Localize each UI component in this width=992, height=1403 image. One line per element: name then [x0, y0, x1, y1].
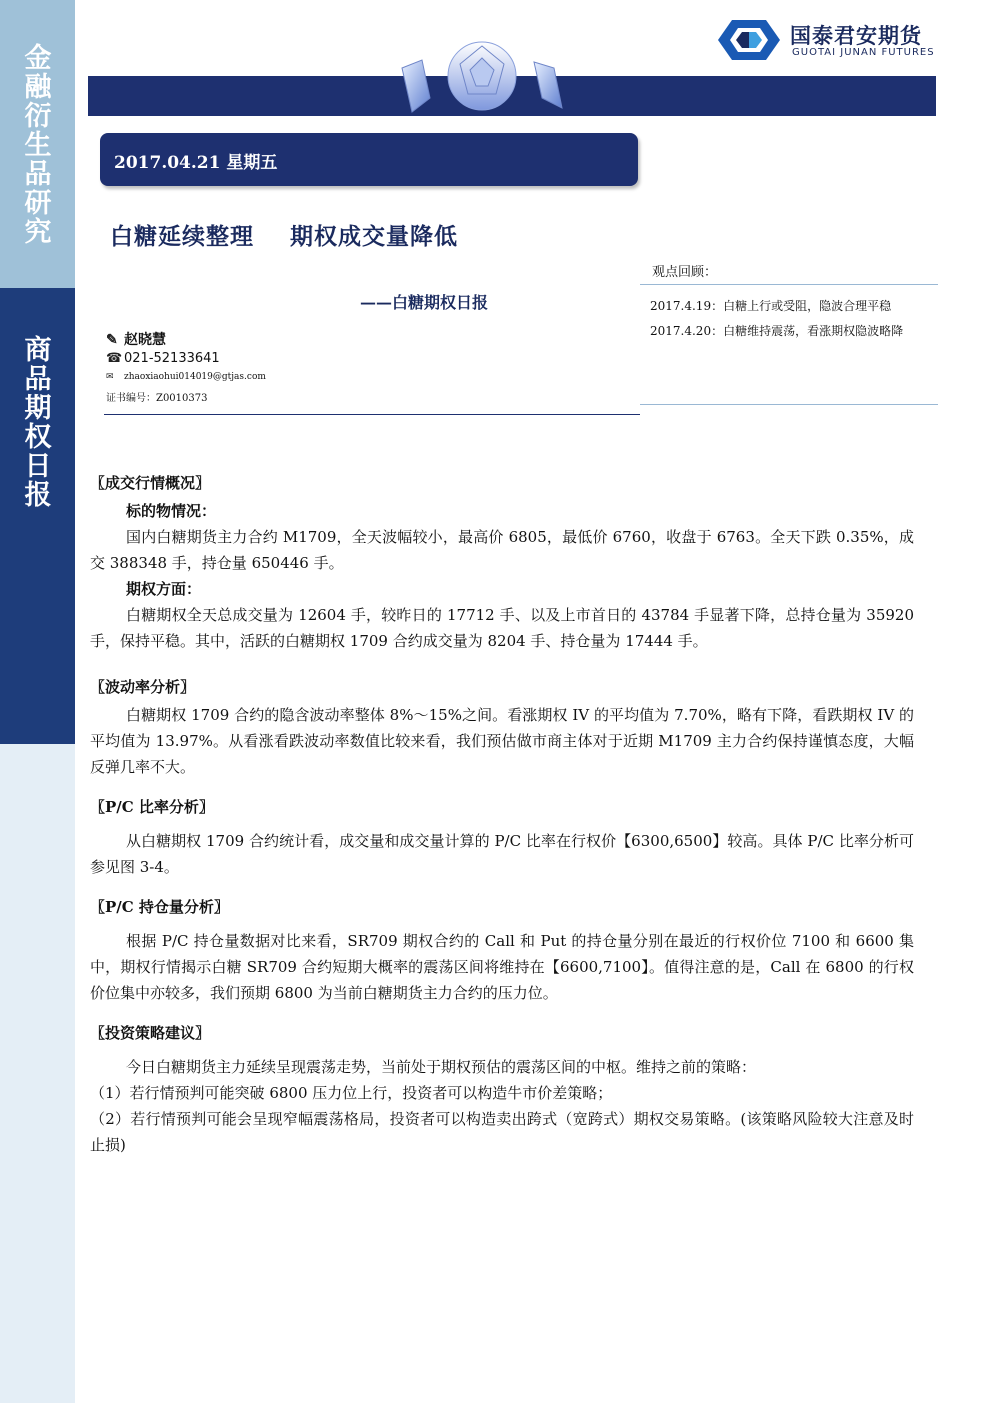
author-phone: 021-52133641	[124, 351, 220, 366]
author-name-row	[106, 329, 166, 349]
date-banner	[100, 133, 638, 186]
brand-mark-icon	[718, 20, 780, 60]
brand-name-cn: 国泰君安期货	[790, 24, 922, 48]
paragraph: 白糖期权全天总成交量为 12604 手，较昨日的 17712 手、以及上市首日的 43784 手显著下降，总持仓量为 35920 手，保持平稳。其中，活跃的白糖期权 1709 合约成交量为 8204 手、持仓量为 17444 手。	[90, 606, 914, 650]
paragraph: 根据 P/C 持仓量数据对比来看，SR709 期权合约的 Call 和 Put 的持仓量分别在最近的行权价位 7100 和 6600 集中，期权行情揭示白糖 SR709 合约短期大概率的震荡区间将维持在【6600,7100】。值得注意的是，Call 在 6800 的行权价位集中亦较多，我们预期 6800 为当前白糖期货主力合约的压力位。	[90, 932, 914, 1002]
report-body	[90, 470, 914, 1158]
paragraph: 国内白糖期货主力合约 M1709，全天波幅较小，最高价 6805，最低价 6760，收盘于 6763。全天下跌 0.35%，成交 388348 手，持仓量 650446 手。	[90, 528, 914, 572]
brand-name-en: GUOTAI JUNAN FUTURES	[792, 47, 935, 58]
paragraph: 从白糖期权 1709 合约统计看，成交量和成交量计算的 P/C 比率在行权价【6300,6500】较高。具体 P/C 比率分析可参见图 3-4。	[90, 832, 914, 876]
phone-icon: ☎	[106, 351, 123, 366]
report-date: 2017.04.21 星期五	[114, 153, 278, 173]
paragraph: 今日白糖期货主力延续呈现震荡走势，当前处于期权预估的震荡区间的中枢。维持之前的策略：	[126, 1058, 757, 1076]
section-heading: 〖投资策略建议〗	[90, 1024, 211, 1042]
report-title: 白糖延续整理 期权成交量降低	[110, 223, 459, 250]
strategy-item: （2）若行情预判可能会呈现窄幅震荡格局，投资者可以构造卖出跨式（宽跨式）期权交易策略。(该策略风险较大注意及时止损)	[90, 1110, 914, 1154]
subsection-label: 标的物情况：	[126, 502, 217, 520]
review-divider-bottom	[640, 404, 938, 405]
author-name: 赵晓慧	[124, 332, 166, 348]
paragraph: 白糖期权 1709 合约的隐含波动率整体 8%～15%之间。看涨期权 IV 的平均值为 7.70%，略有下降，看跌期权 IV 的平均值为 13.97%。从看涨看跌波动率数值比较来看，我们预估做市商主体对于近期 M1709 主力合约保持谨慎态度，大幅反弹几率不大。	[90, 706, 914, 776]
author-divider	[104, 414, 640, 415]
review-title: 观点回顾：	[652, 265, 718, 280]
section-heading: 〖波动率分析〗	[90, 678, 196, 696]
review-item: 2017.4.19：白糖上行或受阻，隐波合理平稳	[650, 299, 892, 313]
review-item: 2017.4.20：白糖维持震荡，看涨期权隐波略降	[650, 324, 904, 338]
brand-logo	[718, 20, 938, 66]
author-cert: 证书编号：Z0010373	[106, 393, 208, 404]
section-heading: 〖成交行情概况〗	[90, 474, 211, 492]
sidebar-report-type-label: 商品期权日报	[24, 335, 52, 511]
mail-icon: ✉	[106, 372, 114, 382]
report-subtitle: ——白糖期权日报	[360, 293, 489, 312]
section-heading: 〖P/C 比率分析〗	[90, 798, 214, 816]
review-list	[650, 294, 936, 344]
author-email-row	[106, 372, 266, 382]
strategy-item: （1）若行情预判可能突破 6800 压力位上行，投资者可以构造牛市价差策略；	[90, 1084, 613, 1102]
section-heading: 〖P/C 持仓量分析〗	[90, 898, 229, 916]
sidebar-bottom-band	[0, 744, 75, 1403]
diamond-icon	[392, 38, 572, 116]
author-email[interactable]: zhaoxiaohui014019@gtjas.com	[124, 372, 266, 382]
review-divider-top	[640, 284, 938, 285]
author-phone-row	[106, 351, 220, 366]
pen-icon: ✎	[106, 332, 118, 348]
subsection-label: 期权方面：	[126, 580, 202, 598]
sidebar-section-label: 金融衍生品研究	[24, 43, 52, 248]
